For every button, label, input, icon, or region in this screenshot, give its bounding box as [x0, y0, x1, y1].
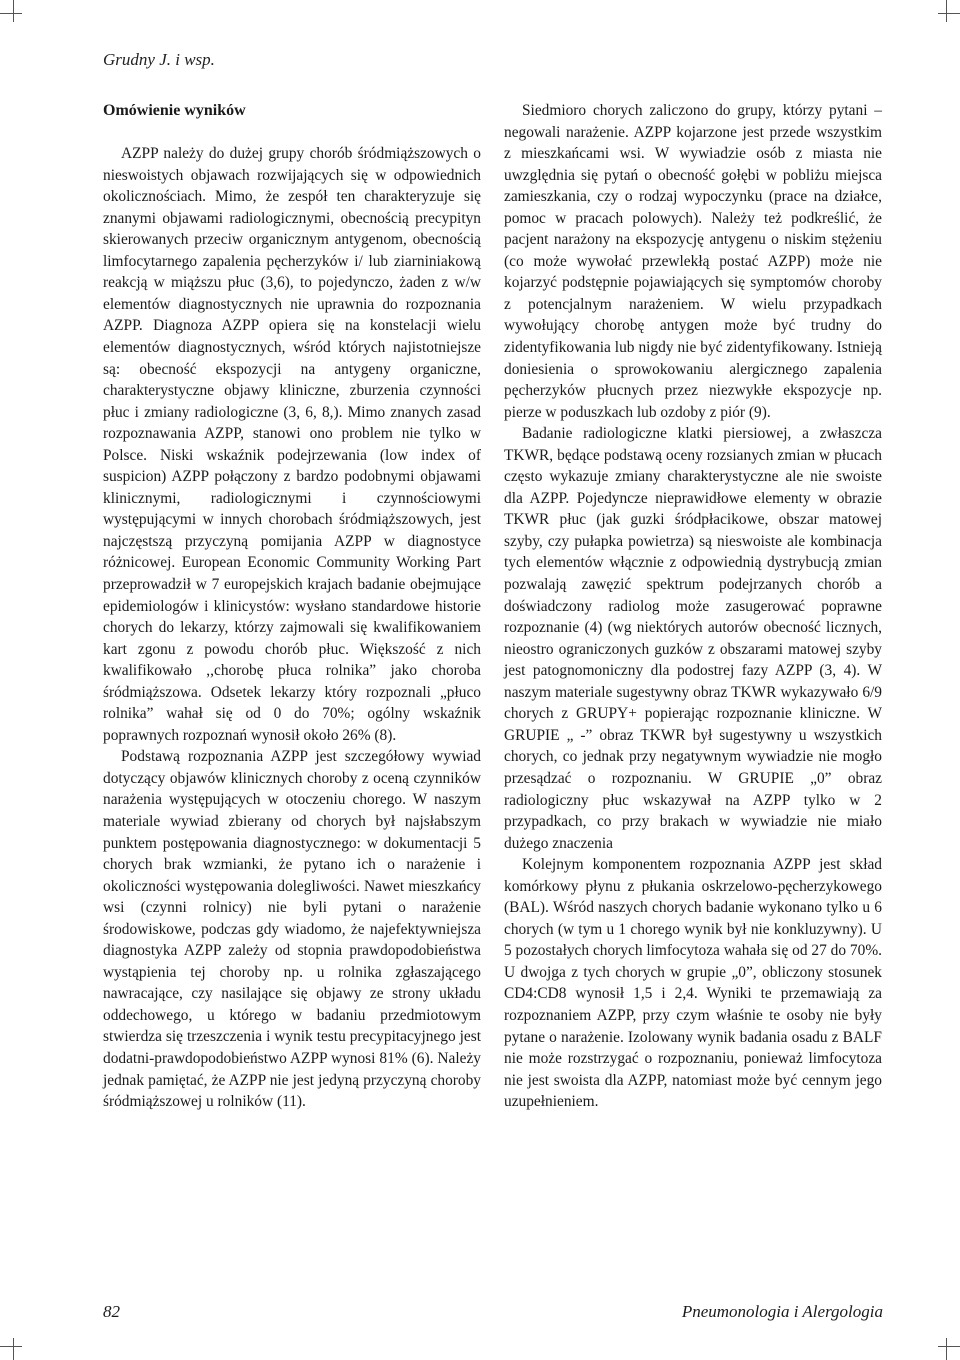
right-paragraph-2: Badanie radiologiczne klatki piersiowej, a zwłaszcza TKWR, będące podstawą oceny rozsianych zmian w płucach często wykazuje zmiany charakterystyczne ale nie swoiste dla AZPP. Pojedyncze nieprawidłowe elementy w obrazie TKWR płuc (jak guzki śródpłacikowe, obszar matowej szyby, czy pułapka powietrza) są nieswoiste ale kombinacja tych elementów włącznie z odpowiednią dystrybucją zmian pozwalają zawęzić spektrum podejrzanych chorób a doświadczony radiolog może zasugerować poprawne rozpoznanie (4) (wg niektórych autorów obecność licznych, nieostro ograniczonych guzków z obszarami matowej szyby jest patognomoniczny dla podostrej fazy AZPP (3, 4). W naszym materiale sugestywny obraz TKWR wykazywało 6/9 chorych z GRUPY+ popierając rozpoznanie kliniczne. W GRUPIE „ -” obraz TKWR był sugestywny u wszystkich chorych, co jednak przy negatywnym wywiadzie nie mogło przesądzać o rozpoznaniu. W GRUPIE „0” obraz radiologiczny płuc wskazywał na AZPP tylko w 2 przypadkach, co przy brakach w wywiadzie nie miało dużego znaczenia [504, 425, 882, 852]
crop-mark-br-v [946, 1338, 947, 1360]
crop-mark-tr-v [946, 0, 947, 22]
left-paragraph-2: Podstawą rozpoznania AZPP jest szczegółowy wywiad dotyczący objawów klinicznych choroby z oceną czynników narażenia występujących w otoczeniu chorego. W naszym materiale wywiad zbierany od chorych był najsłabszym punktem postępowania diagnostycznego: w dokumentacji 5 chorych brak wzmianki, że pytano ich o narażenie i okoliczności występowania dolegliwości. Nawet mieszkańcy wsi (czynni rolnicy) nie byli pytani o narażenie środowiskowe, podczas gdy wiadomo, że najefektywniejsza diagnostyka AZPP zależy od stopnia prawdopodobieństwa wystąpienia tej choroby np. u rolnika zgłaszającego nawracające, czy nasilające się objawy ze strony układu oddechowego, u którego w badaniu przedmiotowym stwierdza się trzeszczenia i wynik testu precypitacyjnego jest dodatni-prawdopodobieństwo AZPP wynosi 81% (6). Należy jednak pamiętać, że AZPP nie jest jedyną przyczyną choroby śródmiąższowej u rolników (11). [103, 748, 481, 1111]
page-number: 82 [103, 1302, 120, 1321]
right-paragraph-3: Kolejnym komponentem rozpoznania AZPP jest skład komórkowy płynu z płukania oskrzelowo-pęcherzykowego (BAL). Wśród naszych chorych badanie wykonano tylko u 6 chorych (w tym u 1 chorego wynik był nie konkluzywny). U 5 pozostałych chorych limfocytoza wahała się od 27 do 70%. U dwojga z tych chorych w grupie „0”, obliczony stosunek CD4:CD8 wynosił 1,5 i 2,4. Wyniki te przemawiają za rozpoznaniem AZPP, przy czym właśnie te osoby nie były pytane o narażenie. Izolowany wynik badania osadu z BALF nie może rozstrzygać o rozpoznaniu, ponieważ limfocytoza nie jest swoista dla AZPP, natomiast może być cennym jego uzupełnieniem. [504, 856, 882, 1111]
right-column [504, 100, 882, 1113]
crop-mark-tl-v [13, 0, 14, 22]
crop-mark-tr-h [938, 13, 960, 14]
section-title: Omówienie wyników [103, 102, 246, 119]
running-head: Grudny J. i wsp. [103, 50, 215, 69]
crop-mark-bl-v [13, 1338, 14, 1360]
left-paragraph-1: AZPP należy do dużej grupy chorób śródmiąższowych o nieswoistych objawach rozwijających się w odpowiednich okolicznościach. Mimo, że zespół ten charakteryzuje się znanymi objawami radiologicznymi, obecnością precypityn skierowanych przeciw organicznym antygenom, obecnością limfocytarnego zapalenia pęcherzyków i/ lub ziarniniakową reakcją w miąższu płuc (3,6), to pojedynczo, żaden z w/w elementów diagnostycznych nie uprawnia do rozpoznania AZPP. Diagnoza AZPP opiera się na konstelacji wielu elementów diagnostycznych, wśród których najistotniejsze są: obecność ekspozycji na antygeny organiczne, charakterystyczne objawy kliniczne, zburzenia czynności płuc i zmiany radiologiczne (3, 6, 8,). Mimo znanych zasad rozpoznawania AZPP, stanowi ono problem nie tylko w Polsce. Niski wskaźnik podejrzewania (low index of suspicion) AZPP połączony z bardzo podobnymi objawami klinicznymi, radiologicznymi i czynnościowymi występującymi w innych chorobach śródmiąższowych, jest najczęstszą przyczyną pomijania AZPP w diagnostyce różnicowej. European Economic Community Working Part przeprowadził w 7 europejskich krajach badanie obejmujące epidemiologów i klinicystów: wysłano standardowe historie chorych do lekarzy, którzy zajmowali się kwalifikowaniem kart zgonu z powodu chorób płuc. Większość z nich kwalifikowało ,,chorobę płuca rolnika” jako choroba śródmiąższowa. Odsetek lekarzy który rozpoznali „płuco rolnika” wahał się od 0 do 70%; ogólny wskaźnik poprawnych rozpoznań wynosił około 26% (8). [103, 145, 481, 744]
journal-name: Pneumonologia i Alergologia [681, 1302, 883, 1321]
crop-mark-bl-h [0, 1346, 22, 1347]
crop-mark-br-h [938, 1346, 960, 1347]
crop-mark-tl-h [0, 13, 22, 14]
left-column [103, 100, 481, 1113]
right-paragraph-1: Siedmioro chorych zaliczono do grupy, którzy pytani – negowali narażenie. AZPP kojarzone jest przede wszystkim z mieszkańcami wsi. W wywiadzie osób z miasta nie uwzględnia się pytań o obecność gołębi w pobliżu miejsca zamieszkania, czy o rodzaj wypoczynku (prace na działce, pomoc w pracach polowych). Należy też podkreślić, że pacjent narażony na ekspozycję antygenu o niskim stężeniu (co może wywołać przewlekłą postać AZPP) może nie kojarzyć podstępnie pojawiających się symptomów choroby z potencjalnym narażeniem. W wielu przypadkach wywołujący chorobę antygen może być trudny do zidentyfikowania lub nigdy nie być zidentyfikowany. Istnieją doniesienia o sprowokowaniu alergicznego zapalenia pęcherzyków płucnych przez niezwykłe ekspozycje np. pierze w poduszkach lub ozdoby z piór (9). [504, 102, 882, 421]
